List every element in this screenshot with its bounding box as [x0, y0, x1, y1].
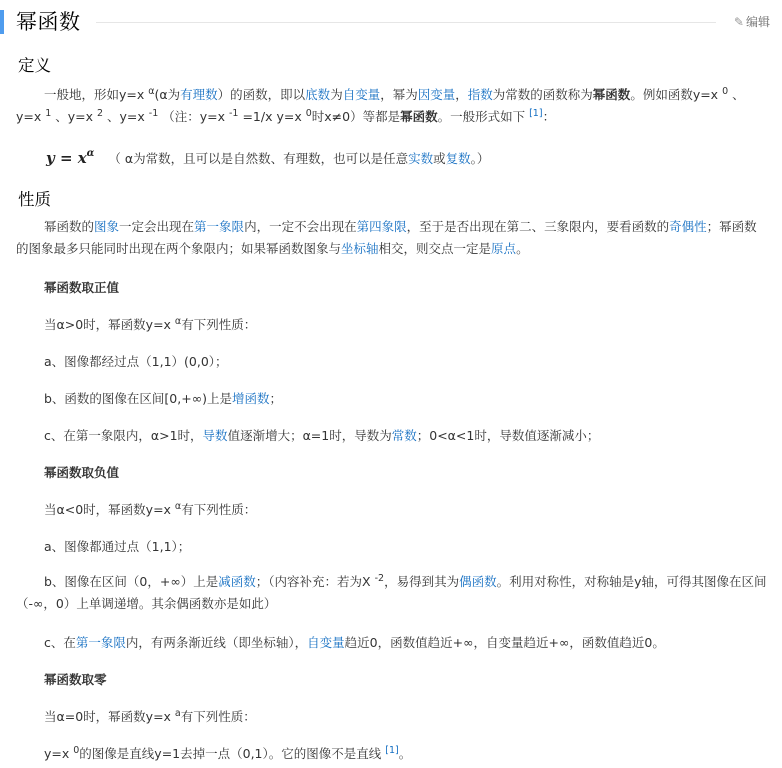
- text: 当α>0时，幂函数y=x: [44, 317, 175, 332]
- text: ，易得到其为: [384, 574, 460, 589]
- power-function-formula: [46, 149, 94, 167]
- text: 。利用对称性，对称轴是y轴，可得其图像在区间（-∞，0）上单调递增。其余偶函数亦是如此）: [16, 574, 767, 611]
- formula-exponent: α: [86, 148, 95, 159]
- reference-link[interactable]: [1]: [385, 745, 399, 756]
- negative-intro: [44, 500, 256, 520]
- link-real-number[interactable]: 实数: [408, 151, 434, 166]
- link-independent-variable-2[interactable]: 自变量: [307, 635, 345, 650]
- text: 。: [398, 746, 412, 761]
- superscript: a: [174, 708, 181, 719]
- text: ：: [542, 109, 556, 124]
- page-header: [0, 6, 782, 38]
- text: ；: [269, 391, 283, 406]
- superscript: -1: [228, 108, 239, 119]
- text: 。）: [470, 151, 490, 166]
- text: c、在: [44, 635, 76, 650]
- text: y=x: [44, 746, 74, 761]
- superscript: -2: [374, 573, 385, 584]
- bold-term: 幂函数: [592, 87, 631, 102]
- superscript: 2: [97, 108, 104, 119]
- text: ，幂为: [380, 87, 418, 102]
- text: 、y=x: [16, 87, 745, 124]
- subheading-zero: 幂函数取零: [44, 672, 107, 687]
- link-base[interactable]: 底数: [305, 87, 331, 102]
- edit-label: 编辑: [745, 15, 770, 29]
- text: 为: [330, 87, 343, 102]
- text: 值逐渐增大；α=1时，导数为: [227, 428, 392, 443]
- formula-base: y = x: [46, 149, 87, 167]
- link-dependent-variable[interactable]: 因变量: [417, 87, 456, 102]
- accent-bar: [0, 10, 4, 34]
- text: ；（内容补充：若为X: [255, 574, 375, 589]
- text: 的图像是直线y=1去掉一点（0,1）。它的图像不是直线: [79, 746, 382, 761]
- link-origin[interactable]: 原点: [491, 241, 517, 256]
- link-graph[interactable]: 图象: [94, 219, 120, 234]
- text: （注：y=x: [158, 109, 229, 124]
- link-first-quadrant[interactable]: 第一象限: [194, 219, 245, 234]
- title-divider: [96, 22, 716, 23]
- text: (α为: [154, 87, 181, 102]
- text: 或: [433, 151, 446, 166]
- subheading-negative: 幂函数取负值: [44, 465, 120, 480]
- text: 时x≠0）等都是: [311, 109, 401, 124]
- text: 有下列性质：: [181, 317, 257, 332]
- positive-item-a: a、图像都经过点（1,1）(0,0）；: [44, 354, 228, 369]
- text: 当α<0时，幂函数y=x: [44, 502, 175, 517]
- text: 有下列性质：: [181, 502, 257, 517]
- text: 、y=x: [51, 109, 98, 124]
- text: c、在第一象限内，α>1时，: [44, 428, 203, 443]
- section-title-definition: 定义: [18, 56, 51, 75]
- superscript: 0: [73, 745, 80, 756]
- text: b、函数的图像在区间[0,+∞)上是: [44, 391, 233, 406]
- negative-item-a: a、图像都通过点（1,1）；: [44, 539, 191, 554]
- bold-term: 幂函数: [400, 109, 438, 124]
- positive-item-b: [44, 389, 282, 409]
- text: 。一般形式如下: [437, 109, 526, 124]
- link-exponent[interactable]: 指数: [467, 87, 493, 102]
- negative-item-b: [16, 571, 768, 615]
- superscript: 0: [305, 108, 312, 119]
- text: 内，一定不会出现在: [244, 219, 357, 234]
- superscript: α: [148, 86, 155, 97]
- text: 当α=0时，幂函数y=x: [44, 709, 175, 724]
- text: ，: [455, 87, 468, 102]
- text: 内，有两条渐近线（即坐标轴），: [125, 635, 308, 650]
- link-even-function[interactable]: 偶函数: [459, 574, 497, 589]
- zero-intro: [44, 707, 256, 727]
- text: 相交，则交点一定是: [378, 241, 492, 256]
- edit-button[interactable]: [734, 13, 770, 31]
- text: 趋近0，函数值趋近+∞，自变量趋近+∞，函数值趋近0。: [344, 635, 665, 650]
- definition-paragraph: [16, 84, 768, 128]
- text: 、y=x: [103, 109, 149, 124]
- text: 幂函数的: [44, 219, 95, 234]
- link-fourth-quadrant[interactable]: 第四象限: [356, 219, 407, 234]
- link-constant[interactable]: 常数: [391, 428, 417, 443]
- text: （ α为常数，且可以是自然数、有理数，也可以是任意: [108, 151, 409, 166]
- text: ）的函数，即以: [217, 87, 306, 102]
- text: 一般地，形如y=x: [44, 87, 149, 102]
- text: 一定会出现在: [119, 219, 195, 234]
- text: ；幂函数的图象最多只能同时出现在两个象限内；如果幂函数图象与: [16, 219, 757, 256]
- reference-link[interactable]: [1]: [529, 108, 543, 119]
- zero-item: [44, 744, 411, 764]
- positive-item-c: [44, 426, 599, 446]
- text: b、图像在区间（0，+∞）上是: [44, 574, 219, 589]
- pencil-icon: ✎: [733, 15, 744, 29]
- link-increasing-function[interactable]: 增函数: [232, 391, 270, 406]
- superscript: -1: [148, 108, 159, 119]
- text: 。例如函数y=x: [630, 87, 723, 102]
- text: 为常数的函数称为: [492, 87, 593, 102]
- positive-intro: [44, 315, 256, 335]
- superscript: α: [174, 316, 182, 327]
- link-complex-number[interactable]: 复数: [445, 151, 471, 166]
- page-title: 幂函数: [16, 10, 81, 34]
- link-coordinate-axis[interactable]: 坐标轴: [341, 241, 379, 256]
- superscript: 0: [722, 86, 729, 97]
- link-first-quadrant-2[interactable]: 第一象限: [75, 635, 126, 650]
- text: 。: [516, 241, 529, 256]
- link-independent-variable[interactable]: 自变量: [342, 87, 381, 102]
- link-parity[interactable]: 奇偶性: [669, 219, 707, 234]
- text: =1/x y=x: [238, 109, 306, 124]
- text: ，至于是否出现在第二、三象限内，要看函数的: [406, 219, 670, 234]
- text: ；0<α<1时，导数值逐渐减小；: [416, 428, 600, 443]
- properties-paragraph: [16, 216, 768, 260]
- superscript: α: [174, 501, 182, 512]
- formula-line: [46, 147, 489, 170]
- negative-item-c: [44, 633, 665, 653]
- superscript: 1: [45, 108, 52, 119]
- link-derivative[interactable]: 导数: [202, 428, 228, 443]
- section-title-properties: 性质: [18, 190, 51, 209]
- text: 有下列性质：: [180, 709, 256, 724]
- link-decreasing-function[interactable]: 减函数: [218, 574, 256, 589]
- link-rational-number[interactable]: 有理数: [180, 87, 218, 102]
- subheading-positive: 幂函数取正值: [44, 280, 120, 295]
